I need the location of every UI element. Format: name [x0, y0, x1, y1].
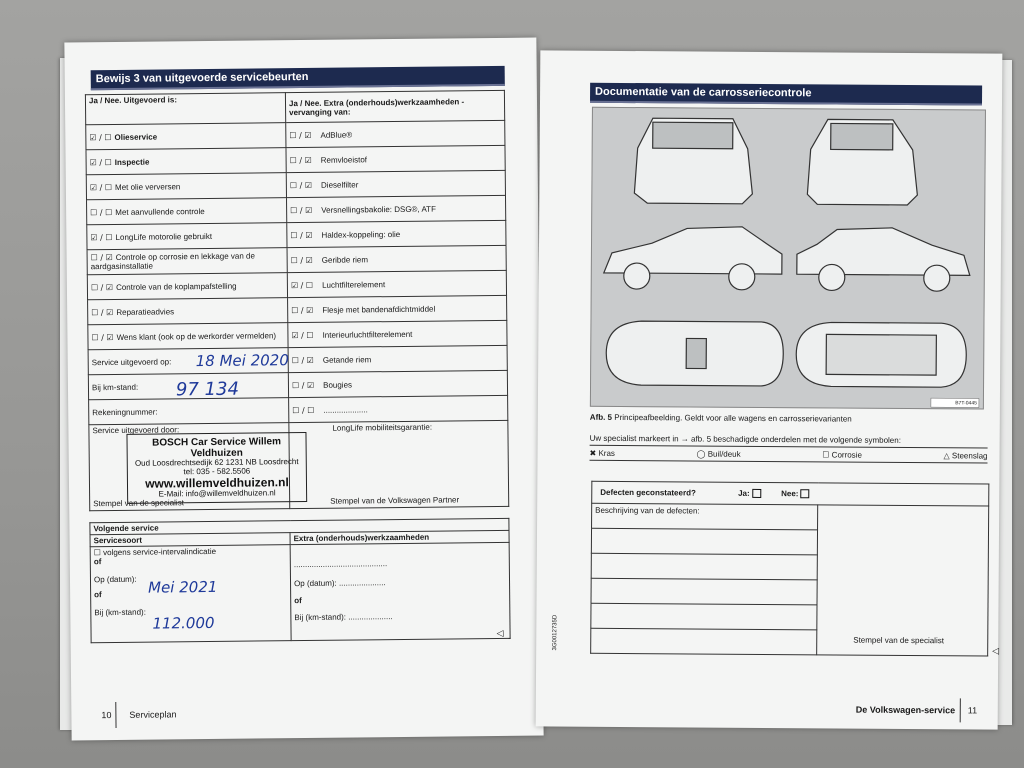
- ja-checkbox[interactable]: [752, 489, 761, 498]
- of-1: of: [93, 557, 102, 567]
- of-2: of: [94, 590, 102, 600]
- extra-work-label: Flesje met bandenafdichtmiddel: [322, 304, 436, 315]
- page-number-10: 10: [101, 710, 112, 721]
- col-header-left: Ja / Nee. Uitgevoerd is:: [85, 93, 285, 125]
- service-row-right: [286, 120, 505, 147]
- symbol-buil: ◯ Buil/deuk: [696, 449, 741, 459]
- defects-question-cell: [592, 481, 989, 506]
- caption-label: Afb. 5: [589, 412, 613, 422]
- service-item-label: Inspectie: [114, 157, 150, 167]
- footer-divider-right: [960, 698, 961, 722]
- arrow-left: ◁: [496, 627, 504, 638]
- extra-work-label: Interieurluchtfilterelement: [322, 329, 413, 340]
- description-label: Beschrijving van de defecten:: [592, 503, 818, 530]
- checkbox-pair[interactable]: ☐ / ☑: [91, 332, 114, 342]
- service-row-left: [87, 198, 287, 225]
- next-r-date: Op (datum): .....................: [293, 578, 386, 589]
- nee-checkbox[interactable]: [801, 489, 810, 498]
- next-r-of: of: [294, 596, 302, 606]
- service-item-label: Controle op corrosie en lekkage van de aardgasinstallatie: [90, 251, 255, 272]
- handwritten-km: 97 134: [175, 378, 240, 401]
- extra-work-label: Remvloeistof: [320, 154, 368, 165]
- longlife-label: LongLife mobiliteitsgarantie:: [332, 422, 433, 433]
- extra-work-label: Dieselfilter: [320, 179, 359, 190]
- service-row-right: [288, 370, 507, 397]
- checkbox-pair[interactable]: ☐ / ☑: [291, 380, 315, 390]
- dealer-stamp: [126, 432, 307, 504]
- symbol-steenslag: △ Steenslag: [943, 451, 988, 461]
- service-row-right: [286, 195, 505, 222]
- checkbox-pair[interactable]: ☐ / ☑: [91, 307, 114, 317]
- checkbox-pair[interactable]: ☐ / ☑: [290, 255, 313, 265]
- left-page: [64, 38, 543, 741]
- desc-line-5[interactable]: [591, 628, 817, 655]
- symbol-corrosie: ☐ Corrosie: [822, 450, 862, 460]
- service-item-label: Olieservice: [114, 132, 158, 142]
- extra-work-label: Bougies: [323, 379, 353, 390]
- checkbox-pair[interactable]: ☐ / ☑: [289, 180, 313, 190]
- extra-work-dots: ..........................................: [293, 559, 388, 570]
- symbol-legend: [590, 449, 988, 464]
- longlife-cell: [289, 420, 509, 508]
- stamp-specialist-label: Stempel van de specialist: [93, 498, 184, 509]
- checkbox-pair[interactable]: ☐ / ☐: [90, 207, 113, 217]
- service-row-left: [87, 273, 287, 300]
- service-row-left: [88, 298, 288, 325]
- doc-code: 3G0012735D: [552, 614, 559, 651]
- service-row-left: [86, 148, 286, 175]
- extra-work-label: Luchtfilterelement: [321, 279, 386, 290]
- handwritten-next-km: 112.000: [152, 613, 215, 633]
- checkbox-pair[interactable]: ☑ / ☐: [89, 157, 112, 167]
- nee-label: Nee:: [781, 488, 799, 499]
- checkbox-pair[interactable]: ☐ / ☑: [291, 305, 314, 315]
- service-item-label: Controle van de koplampafstelling: [115, 281, 237, 292]
- page-number-11: 11: [967, 705, 978, 716]
- footer-vw-service: De Volkswagen-service: [855, 704, 956, 716]
- arrow-right: ◁: [992, 645, 1000, 656]
- next-service-title: Volgende service: [90, 518, 509, 534]
- symbol-kras: ✖ Kras: [589, 448, 615, 458]
- service-row-left: [86, 123, 286, 150]
- checkbox-pair[interactable]: ☐ / ☐: [292, 405, 315, 415]
- checkbox-pair[interactable]: ☐ / ☑: [290, 205, 313, 215]
- service-row-left: [88, 323, 288, 350]
- service-row-right: [288, 295, 507, 322]
- footer-serviceplan: Serviceplan: [129, 709, 177, 720]
- checkbox-pair[interactable]: ☑ / ☐: [89, 182, 113, 192]
- defects-table: [590, 481, 989, 657]
- desc-line-4[interactable]: [591, 603, 817, 630]
- extra-work-label: Versnellingsbakolie: DSG®, ATF: [321, 204, 436, 215]
- checkbox-pair[interactable]: ☑ / ☐: [290, 280, 314, 290]
- caption-text: Principeafbeelding. Geldt voor alle wagens en carrosserievarianten: [614, 412, 852, 424]
- service-item-label: Wens klant (ook op de werkorder vermelden): [116, 330, 277, 342]
- car-figure: [590, 107, 986, 410]
- defects-question: Defecten geconstateerd?: [600, 487, 696, 498]
- service-row-right: [286, 170, 505, 197]
- extra-work-label: Geribde riem: [321, 254, 369, 265]
- extra-work-label: Getande riem: [322, 354, 372, 365]
- ja-label: Ja:: [738, 488, 750, 498]
- service-item-label: Reparatieadvies: [116, 306, 175, 317]
- next-km-label: Bij (km-stand):: [94, 607, 146, 618]
- stamp-email: E-Mail: info@willemveldhuizen.nl: [158, 488, 276, 499]
- service-row-right: [287, 270, 506, 297]
- col-header-right: Ja / Nee. Extra (onderhouds)werkzaamheden - vervanging van:: [285, 90, 504, 122]
- service-item-label: Met olie verversen: [114, 181, 181, 192]
- footer-divider: [115, 702, 116, 728]
- service-item-label: Rekeningnummer:: [92, 407, 158, 417]
- service-row-left: [87, 223, 287, 250]
- next-right-cell: [290, 542, 510, 640]
- service-row-left: [86, 173, 286, 200]
- next-col2: Extra (onderhouds)werkzaamheden: [290, 530, 509, 544]
- desc-line-2[interactable]: [591, 553, 817, 580]
- right-heading: Documentatie van de carrosseriecontrole: [590, 83, 982, 106]
- figure-caption: [590, 413, 852, 424]
- stamp-line2: Oud Loosdrechtsedijk 62 1231 NB Loosdrecht: [134, 457, 299, 468]
- checkbox-pair[interactable]: ☑ / ☐: [90, 232, 113, 242]
- specialist-stamp-label: Stempel van de specialist: [853, 635, 945, 646]
- checkbox-pair[interactable]: ☐ / ☑: [289, 130, 312, 140]
- car-diagram-svg: [591, 108, 987, 411]
- handwritten-date: 18 Mei 2020: [195, 351, 289, 371]
- service-item-label: LongLife motorolie gebruikt: [115, 231, 213, 242]
- service-row-right: [288, 345, 507, 372]
- service-item-label: Bij km-stand:: [91, 382, 139, 392]
- next-date-label: Op (datum):: [93, 574, 137, 585]
- stamp-vw-label: Stempel van de Volkswagen Partner: [330, 495, 460, 506]
- service-row-right: [287, 220, 506, 247]
- stamp-website: www.willemveldhuizen.nl: [145, 474, 289, 491]
- service-row-right: [287, 245, 506, 272]
- handwritten-next-date: Mei 2021: [147, 577, 218, 597]
- service-row-right: [289, 395, 508, 422]
- extra-work-label: AdBlue®: [320, 129, 353, 140]
- left-heading: Bewijs 3 van uitgevoerde servicebeurten: [91, 66, 505, 90]
- service-row-left: [87, 248, 287, 275]
- instruction: Uw specialist markeert in → afb. 5 beschadigde onderdelen met de volgende symbolen:: [590, 434, 988, 449]
- checkbox-pair[interactable]: ☐ / ☑: [90, 282, 114, 292]
- service-by-label: Service uitgevoerd door:: [92, 425, 180, 436]
- extra-work-label: ....................: [323, 404, 368, 415]
- service-row-left: [89, 398, 289, 425]
- service-item-label: Service uitgevoerd op:: [91, 356, 172, 367]
- service-row-right: [288, 320, 507, 347]
- right-page: [536, 50, 1003, 729]
- service-row-right: [286, 145, 505, 172]
- checkbox-pair[interactable]: ☑ / ☐: [291, 330, 314, 340]
- checkbox-pair[interactable]: ☑ / ☐: [89, 132, 112, 142]
- checkbox-pair[interactable]: ☐ / ☑: [289, 155, 312, 165]
- next-col1: Servicesoort: [90, 533, 290, 547]
- extra-work-label: Haldex-koppeling: olie: [321, 229, 401, 240]
- service-item-label: Met aanvullende controle: [115, 206, 205, 217]
- checkbox-pair[interactable]: ☐ / ☑: [291, 355, 314, 365]
- stamp-line1: BOSCH Car Service Willem Veldhuizen: [152, 436, 282, 460]
- desc-line-3[interactable]: [591, 578, 817, 605]
- next-r-km: Bij (km-stand): ....................: [294, 612, 393, 623]
- stamp-line3: tel: 035 - 582.5506: [183, 466, 251, 477]
- desc-line-1[interactable]: [591, 528, 817, 555]
- figure-code: B7T-0445: [955, 400, 977, 407]
- interval-option: ☐ volgens service-intervalindicatie: [93, 546, 217, 558]
- specialist-stamp-cell: [817, 505, 989, 656]
- checkbox-pair[interactable]: ☐ / ☑: [90, 252, 113, 263]
- checkbox-pair[interactable]: ☐ / ☑: [290, 230, 313, 240]
